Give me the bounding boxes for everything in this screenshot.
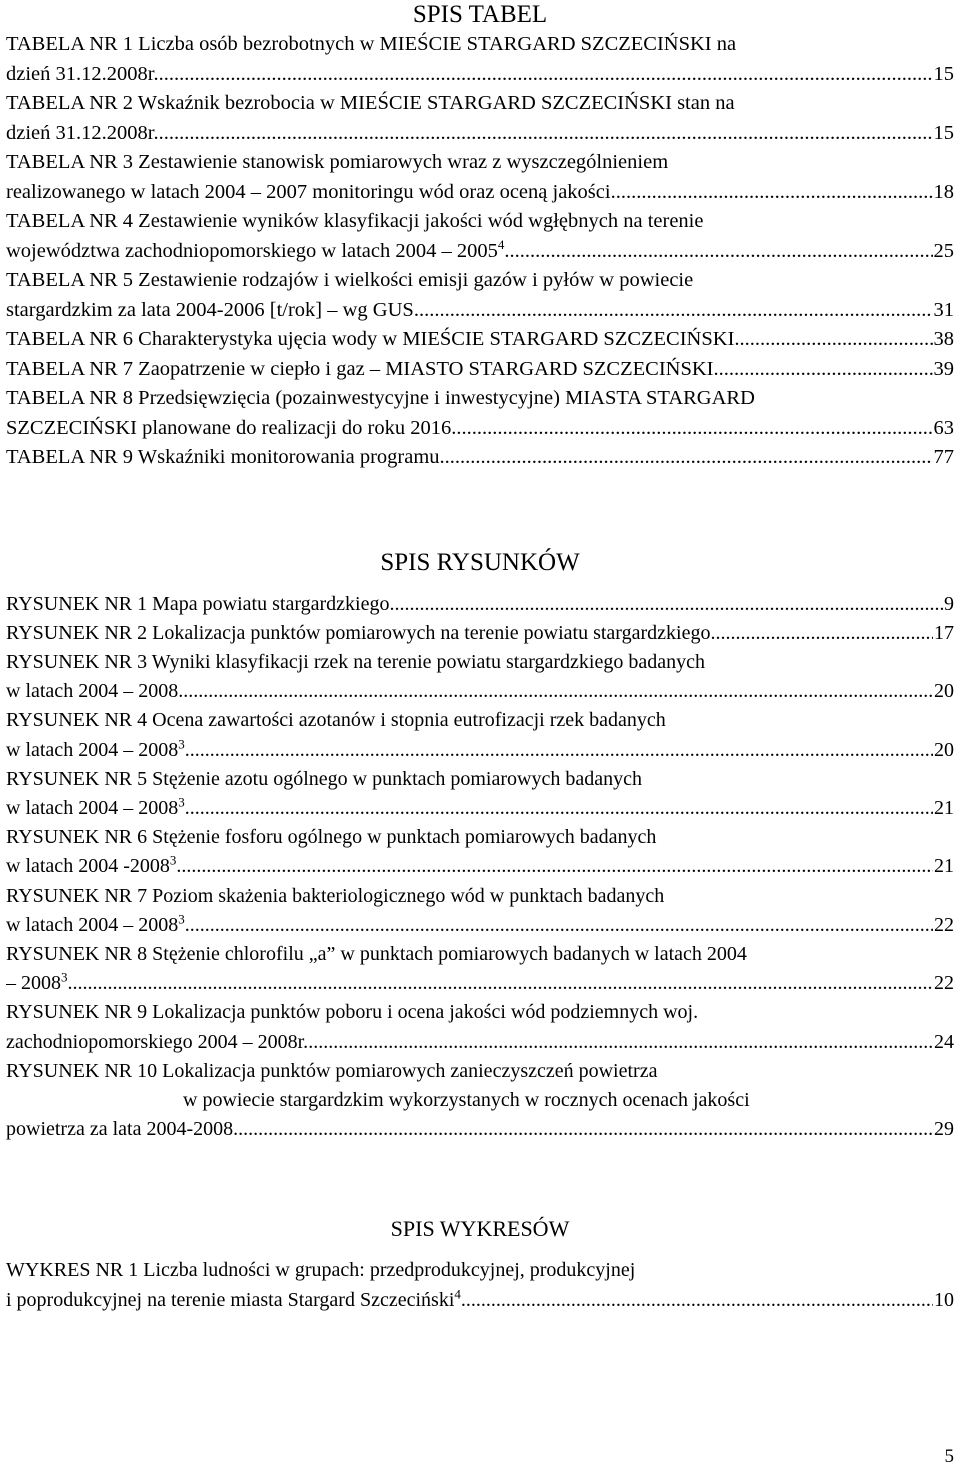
toc-page-number: 63 bbox=[933, 416, 954, 439]
toc-entry[interactable] bbox=[6, 1057, 954, 1145]
tables-section-title: SPIS TABEL bbox=[412, 1, 548, 28]
toc-entry-text bbox=[6, 237, 504, 267]
toc-entry-text: w powiecie stargardzkim wykorzystanych w rocznych ocenach jakości bbox=[183, 1088, 750, 1111]
tables-toc-list bbox=[6, 30, 954, 473]
toc-entry-title: powietrza za lata 2004-2008 bbox=[6, 1118, 234, 1141]
toc-entry[interactable] bbox=[6, 823, 954, 881]
toc-entry-text bbox=[6, 414, 451, 444]
toc-entry-title: dzień 31.12.2008r. bbox=[6, 121, 159, 144]
dot-leader bbox=[185, 911, 933, 940]
toc-entry-text bbox=[6, 590, 389, 619]
toc-entry-text bbox=[6, 969, 68, 998]
toc-entry-text bbox=[6, 1285, 461, 1315]
toc-entry-title: realizowanego w latach 2004 – 2007 monitoringu wód oraz oceną jakości bbox=[6, 180, 611, 203]
footnote-reference: 3 bbox=[169, 852, 177, 868]
toc-entry-text: TABELA NR 2 Wskaźnik bezrobocia w MIEŚCIE STARGARD SZCZECIŃSKI stan na bbox=[6, 92, 735, 114]
dot-leader bbox=[185, 736, 933, 765]
toc-entry[interactable] bbox=[6, 619, 954, 648]
toc-entry-text bbox=[6, 736, 185, 765]
figures-section-title: SPIS RYSUNKÓW bbox=[380, 548, 580, 576]
toc-entry[interactable] bbox=[6, 384, 954, 443]
toc-entry[interactable] bbox=[6, 148, 954, 207]
toc-entry-leader-line bbox=[6, 794, 954, 823]
toc-entry-text: RYSUNEK NR 5 Stężenie azotu ogólnego w punktach pomiarowych badanych bbox=[6, 767, 642, 790]
toc-entry-title: i poprodukcyjnej na terenie miasta Stargard Szczeciński bbox=[6, 1289, 455, 1312]
toc-entry-leader-line bbox=[6, 60, 954, 90]
toc-entry-text bbox=[6, 60, 159, 90]
toc-entry[interactable] bbox=[6, 590, 954, 619]
toc-entry-title: – 2008 bbox=[6, 972, 61, 995]
toc-entry[interactable] bbox=[6, 648, 954, 706]
toc-entry-leader-line bbox=[6, 178, 954, 208]
toc-entry-title: SZCZECIŃSKI planowane do realizacji do roku 2016 bbox=[6, 416, 452, 439]
toc-entry-text bbox=[6, 119, 159, 149]
toc-page-number: 20 bbox=[934, 680, 954, 703]
toc-page-number: 38 bbox=[933, 328, 954, 350]
toc-entry-title: zachodniopomorskiego 2004 – 2008r. bbox=[6, 1030, 309, 1053]
toc-entry-text: TABELA NR 1 Liczba osób bezrobotnych w MIEŚCIE STARGARD SZCZECIŃSKI na bbox=[6, 33, 737, 55]
toc-entry-leader-line bbox=[6, 355, 954, 385]
dot-leader bbox=[440, 443, 933, 473]
toc-entry-line bbox=[6, 1255, 954, 1285]
dot-leader bbox=[176, 852, 933, 881]
toc-entry[interactable] bbox=[6, 355, 954, 385]
toc-entry-line bbox=[6, 998, 954, 1027]
toc-entry[interactable] bbox=[6, 940, 954, 998]
dot-leader bbox=[611, 178, 933, 208]
toc-entry-text bbox=[6, 1028, 308, 1057]
toc-page-number: 25 bbox=[933, 239, 954, 262]
toc-entry-text bbox=[6, 178, 611, 208]
dot-leader bbox=[710, 619, 933, 648]
footnote-reference: 3 bbox=[178, 911, 185, 927]
toc-entry-leader-line bbox=[6, 590, 954, 619]
toc-entry[interactable] bbox=[6, 325, 954, 355]
toc-page-number: 22 bbox=[934, 972, 954, 995]
figures-toc-list bbox=[6, 590, 954, 1145]
toc-entry-title: w latach 2004 -2008 bbox=[6, 855, 170, 878]
toc-page-number: 39 bbox=[933, 357, 954, 380]
toc-entry-text: TABELA NR 8 Przedsięwzięcia (pozainwestycyjne i inwestycyjne) MIASTA STARGARD bbox=[6, 387, 755, 409]
toc-entry-title: w latach 2004 – 2008. bbox=[6, 680, 184, 703]
toc-entry-leader-line bbox=[6, 911, 954, 940]
dot-leader bbox=[308, 1028, 933, 1057]
toc-entry-text bbox=[6, 794, 185, 823]
toc-entry-title: TABELA NR 7 Zaopatrzenie w ciepło i gaz – MIASTO STARGARD SZCZECIŃSKI bbox=[6, 357, 714, 380]
toc-entry-title: w latach 2004 – 2008 bbox=[6, 913, 179, 936]
toc-entry-text: TABELA NR 4 Zestawienie wyników klasyfikacji jakości wód wgłębnych na terenie bbox=[6, 210, 704, 232]
toc-entry-title: województwa zachodniopomorskiego w latach 2004 – 2005 bbox=[6, 239, 498, 262]
toc-page-number: 21 bbox=[934, 855, 954, 878]
toc-entry-text bbox=[6, 443, 440, 473]
toc-entry-text bbox=[6, 355, 714, 385]
toc-entry-leader-line bbox=[6, 296, 954, 326]
toc-page-number: 24 bbox=[934, 1030, 954, 1053]
toc-entry-leader-line bbox=[6, 325, 954, 355]
toc-entry[interactable] bbox=[6, 443, 954, 473]
toc-entry-title: RYSUNEK NR 1 Mapa powiatu stargardzkiego bbox=[6, 592, 390, 615]
toc-entry-line bbox=[6, 30, 954, 60]
toc-entry-text: RYSUNEK NR 8 Stężenie chlorofilu „a” w punktach pomiarowych badanych w latach 2004 bbox=[6, 942, 747, 965]
dot-leader bbox=[159, 119, 933, 149]
toc-entry-leader-line bbox=[6, 414, 954, 444]
toc-entry-line bbox=[6, 266, 954, 296]
tables-toc bbox=[0, 30, 960, 473]
toc-entry-line bbox=[6, 207, 954, 237]
dot-leader bbox=[183, 677, 933, 706]
dot-leader bbox=[461, 1285, 933, 1315]
footnote-reference: 4 bbox=[454, 1286, 461, 1302]
dot-leader bbox=[714, 355, 933, 385]
page-number: 5 bbox=[944, 1446, 954, 1467]
toc-entry-text: RYSUNEK NR 10 Lokalizacja punktów pomiarowych zanieczyszczeń powietrza bbox=[6, 1059, 658, 1082]
dot-leader bbox=[734, 325, 932, 355]
toc-entry-text: RYSUNEK NR 4 Ocena zawartości azotanów i stopnia eutrofizacji rzek badanych bbox=[6, 709, 666, 732]
toc-entry-line bbox=[6, 1086, 954, 1115]
toc-entry[interactable] bbox=[6, 765, 954, 823]
dot-leader bbox=[233, 1115, 933, 1144]
toc-entry-title: w latach 2004 – 2008 bbox=[6, 796, 179, 819]
toc-entry[interactable] bbox=[6, 30, 954, 89]
toc-page-number: 77 bbox=[933, 446, 954, 468]
toc-page-number: 18 bbox=[933, 180, 954, 203]
toc-entry[interactable] bbox=[6, 998, 954, 1056]
toc-entry-line bbox=[6, 89, 954, 119]
dot-leader bbox=[159, 60, 933, 90]
figures-toc bbox=[0, 590, 960, 1145]
dot-leader bbox=[414, 296, 933, 326]
toc-entry-text bbox=[6, 296, 414, 326]
toc-entry-line bbox=[6, 882, 954, 911]
toc-entry-text bbox=[6, 852, 176, 881]
toc-entry[interactable] bbox=[6, 89, 954, 148]
toc-entry[interactable] bbox=[6, 706, 954, 764]
toc-page-number: 31 bbox=[933, 298, 954, 321]
toc-entry-line bbox=[6, 384, 954, 414]
toc-entry[interactable] bbox=[6, 1255, 954, 1315]
toc-entry-leader-line bbox=[6, 237, 954, 267]
footnote-reference: 3 bbox=[178, 735, 185, 751]
toc-entry-leader-line bbox=[6, 1028, 954, 1057]
toc-entry-text: RYSUNEK NR 9 Lokalizacja punktów poboru i ocena jakości wód podziemnych woj. bbox=[6, 1001, 699, 1024]
toc-page-number: 10 bbox=[934, 1289, 954, 1312]
charts-toc bbox=[0, 1255, 960, 1315]
toc-entry-line bbox=[6, 1057, 954, 1086]
footnote-reference: 4 bbox=[497, 236, 505, 252]
dot-leader bbox=[68, 969, 934, 998]
toc-entry-leader-line bbox=[6, 852, 954, 881]
toc-entry-text bbox=[6, 325, 734, 355]
toc-page-number: 17 bbox=[934, 621, 954, 644]
toc-entry-line bbox=[6, 823, 954, 852]
toc-entry-leader-line bbox=[6, 619, 954, 648]
toc-entry-text bbox=[6, 1115, 233, 1144]
toc-entry-leader-line bbox=[6, 677, 954, 706]
toc-entry-text: RYSUNEK NR 6 Stężenie fosforu ogólnego w punktach pomiarowych badanych bbox=[6, 826, 657, 849]
toc-entry-text: TABELA NR 5 Zestawienie rodzajów i wielkości emisji gazów i pyłów w powiecie bbox=[6, 269, 694, 291]
toc-entry-title: w latach 2004 – 2008 bbox=[6, 738, 179, 761]
dot-leader bbox=[389, 590, 943, 619]
toc-entry-leader-line bbox=[6, 443, 954, 473]
footnote-reference: 3 bbox=[61, 969, 68, 985]
toc-entry-title: TABELA NR 6 Charakterystyka ujęcia wody w MIEŚCIE STARGARD SZCZECIŃSKI bbox=[6, 328, 735, 350]
toc-entry-line bbox=[6, 940, 954, 969]
toc-entry-text bbox=[6, 619, 710, 648]
toc-entry[interactable] bbox=[6, 266, 954, 325]
toc-entry-line bbox=[6, 648, 954, 677]
toc-page-number: 29 bbox=[934, 1118, 954, 1141]
toc-entry-title: dzień 31.12.2008r. bbox=[6, 62, 159, 85]
toc-page-number: 21 bbox=[934, 796, 954, 819]
dot-leader bbox=[185, 794, 933, 823]
toc-entry-text: RYSUNEK NR 7 Poziom skażenia bakteriologicznego wód w punktach badanych bbox=[6, 884, 665, 907]
footnote-reference: 3 bbox=[178, 794, 185, 810]
toc-entry-text: TABELA NR 3 Zestawienie stanowisk pomiarowych wraz z wyszczególnieniem bbox=[6, 151, 669, 173]
charts-toc-list bbox=[6, 1255, 954, 1315]
toc-entry-line bbox=[6, 765, 954, 794]
toc-entry[interactable] bbox=[6, 882, 954, 940]
toc-page-number: 15 bbox=[933, 62, 954, 85]
toc-entry-leader-line bbox=[6, 1115, 954, 1144]
toc-page-number: 22 bbox=[934, 913, 954, 936]
toc-entry-leader-line bbox=[6, 969, 954, 998]
toc-page-number: 15 bbox=[933, 121, 954, 144]
toc-entry-text bbox=[6, 911, 185, 940]
charts-section-title: SPIS WYKRESÓW bbox=[390, 1216, 570, 1242]
toc-entry-leader-line bbox=[6, 119, 954, 149]
toc-page-number: 9 bbox=[944, 592, 954, 615]
toc-entry-title: RYSUNEK NR 2 Lokalizacja punktów pomiarowych na terenie powiatu stargardzkiego bbox=[6, 621, 711, 644]
toc-entry-leader-line bbox=[6, 1285, 954, 1315]
dot-leader bbox=[504, 237, 932, 267]
toc-entry-title: TABELA NR 9 Wskaźniki monitorowania programu bbox=[6, 446, 440, 468]
toc-entry[interactable] bbox=[6, 207, 954, 266]
dot-leader bbox=[451, 414, 932, 444]
toc-entry-title: stargardzkim za lata 2004-2006 [t/rok] – wg GUS bbox=[6, 298, 414, 321]
toc-entry-text: RYSUNEK NR 3 Wyniki klasyfikacji rzek na terenie powiatu stargardzkiego badanych bbox=[6, 650, 705, 673]
toc-entry-text: WYKRES NR 1 Liczba ludności w grupach: przedprodukcyjnej, produkcyjnej bbox=[6, 1259, 636, 1282]
toc-entry-leader-line bbox=[6, 736, 954, 765]
toc-entry-line bbox=[6, 706, 954, 735]
toc-entry-line bbox=[6, 148, 954, 178]
toc-entry-text bbox=[6, 677, 183, 706]
toc-page-number: 20 bbox=[934, 738, 954, 761]
